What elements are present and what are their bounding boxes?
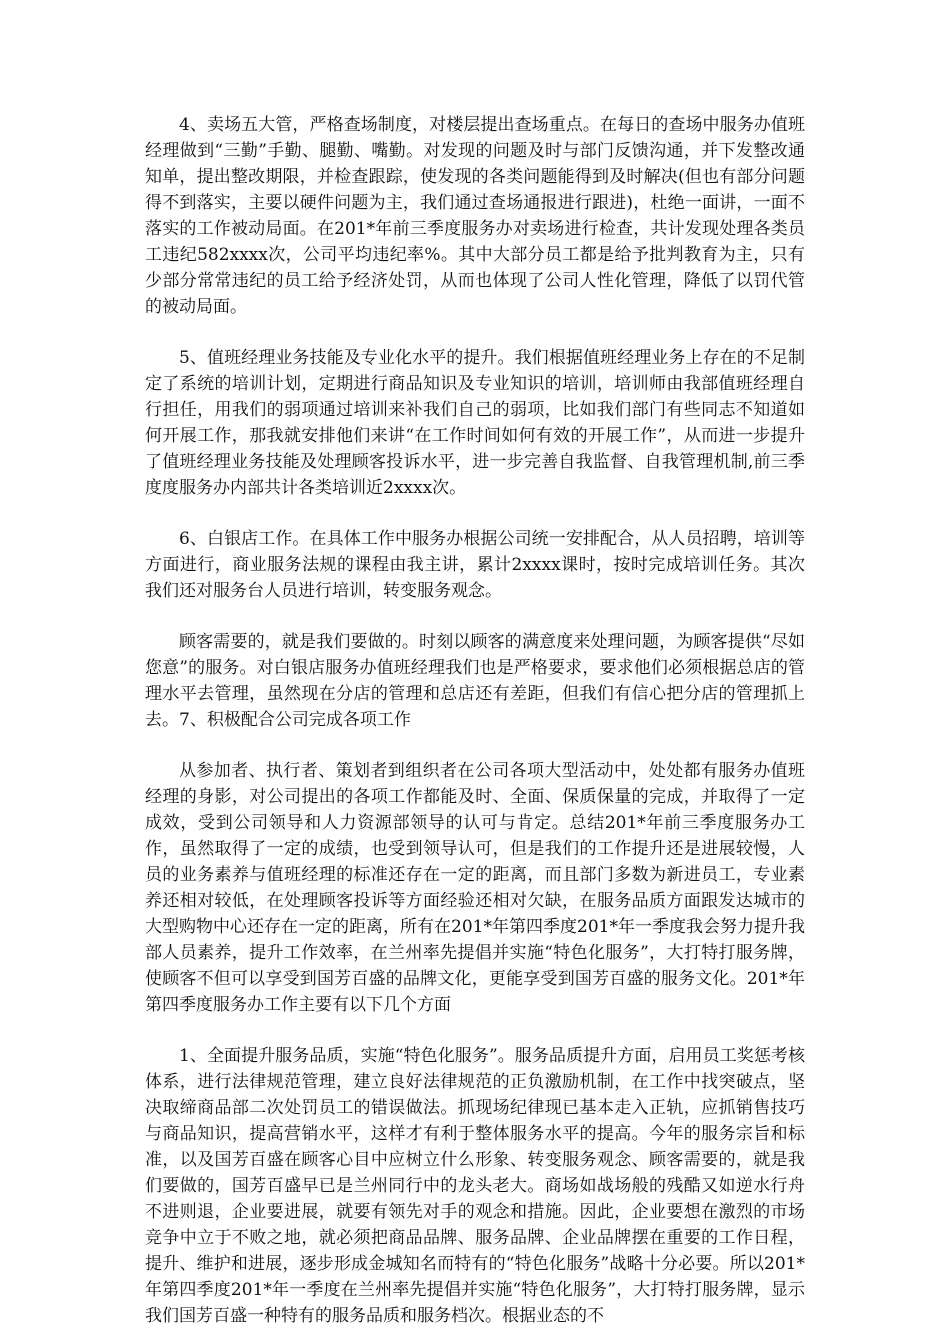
document-body xyxy=(145,112,805,1329)
paragraph-customer-needs: 顾客需要的，就是我们要做的。时刻以顾客的满意度来处理问题，为顾客提供“尽如您意”的服务。对白银店服务办值班经理我们也是严格要求，要求他们必须根据总店的管理水平去管理，虽然现在分店的管理和总店还有差距，但我们有信心把分店的管理抓上去。7、积极配合公司完成各项工作 xyxy=(145,632,805,730)
paragraph-item-5-manager-training: 5、值班经理业务技能及专业化水平的提升。我们根据值班经理业务上存在的不足制定了系统的培训计划，定期进行商品知识及专业知识的培训，培训师由我部值班经理自行担任，用我们的弱项通过培训来补我们自己的弱项，比如我们部门有些同志不知道如何开展工作，那我就安排他们来讲“在工作时间如何有效的开展工作”，从而进一步提升了值班经理业务技能及处理顾客投诉水平，进一步完善自我监督、自我管理机制,前三季度度服务办内部共计各类培训近2xxxx次。 xyxy=(145,348,805,498)
paragraph-item-1-service-quality: 1、全面提升服务品质，实施“特色化服务”。服务品质提升方面，启用员工奖惩考核体系，进行法律规范管理，建立良好法律规范的正负激励机制，在工作中找突破点，坚决取缔商品部二次处罚员工的错误做法。抓现场纪律现已基本走入正轨，应抓销售技巧与商品知识，提高营销水平，这样才有利于整体服务水平的提高。今年的服务宗旨和标准，以及国芳百盛在顾客心目中应树立什么形象、转变服务观念、顾客需要的，就是我们要做的，国芳百盛早已是兰州同行中的龙头老大。商场如战场般的残酷又如逆水行舟不进则退，企业要进展，就要有领先对手的观念和措施。因此，企业要想在激烈的市场竞争中立于不败之地，就必须把商品品牌、服务品牌、企业品牌摆在重要的工作日程，提升、维护和进展，逐步形成金城知名而特有的“特色化服务”战略十分必要。所以201*年第四季度201*年一季度在兰州率先提倡并实施“特色化服务”，大打特打服务牌，显示我们国芳百盛一种特有的服务品质和服务档次。根据业态的不 xyxy=(145,1046,805,1326)
paragraph-item-6-baiyin-store: 6、白银店工作。在具体工作中服务办根据公司统一安排配合，从人员招聘，培训等方面进行，商业服务法规的课程由我主讲，累计2xxxx课时，按时完成培训任务。其次我们还对服务台人员进行培训，转变服务观念。 xyxy=(145,529,805,601)
paragraph-summary: 从参加者、执行者、策划者到组织者在公司各项大型活动中，处处都有服务办值班经理的身影，对公司提出的各项工作都能及时、全面、保质保量的完成，并取得了一定成效，受到公司领导和人力资源部领导的认可与肯定。总结201*年前三季度服务办工作，虽然取得了一定的成绩，也受到领导认可，但是我们的工作提升还是进展较慢，人员的业务素养与值班经理的标准还存在一定的距离，而且部门多数为新进员工，专业素养还相对较低，在处理顾客投诉等方面经验还相对欠缺，在服务品质方面跟发达城市的大型购物中心还存在一定的距离，所有在201*年第四季度201*年一季度我会努力提升我部人员素养，提升工作效率，在兰州率先提倡并实施“特色化服务”，大打特打服务牌，使顾客不但可以享受到国芳百盛的品牌文化，更能享受到国芳百盛的服务文化。201*年第四季度服务办工作主要有以下几个方面 xyxy=(145,761,805,1015)
paragraph-item-4-store-inspection: 4、卖场五大管，严格查场制度，对楼层提出查场重点。在每日的查场中服务办值班经理做到“三勤”手勤、腿勤、嘴勤。对发现的问题及时与部门反馈沟通，并下发整改通知单，提出整改期限，并检查跟踪，使发现的各类问题能得到及时解决(但也有部分问题得不到落实，主要以硬件问题为主，我们通过查场通报进行跟进)，杜绝一面讲，一面不落实的工作被动局面。在201*年前三季度服务办对卖场进行检查，共计发现处理各类员工违纪582xxxx次，公司平均违纪率%。其中大部分员工都是给予批判教育为主，只有少部分常常违纪的员工给予经济处罚，从而也体现了公司人性化管理，降低了以罚代管的被动局面。 xyxy=(145,115,805,317)
